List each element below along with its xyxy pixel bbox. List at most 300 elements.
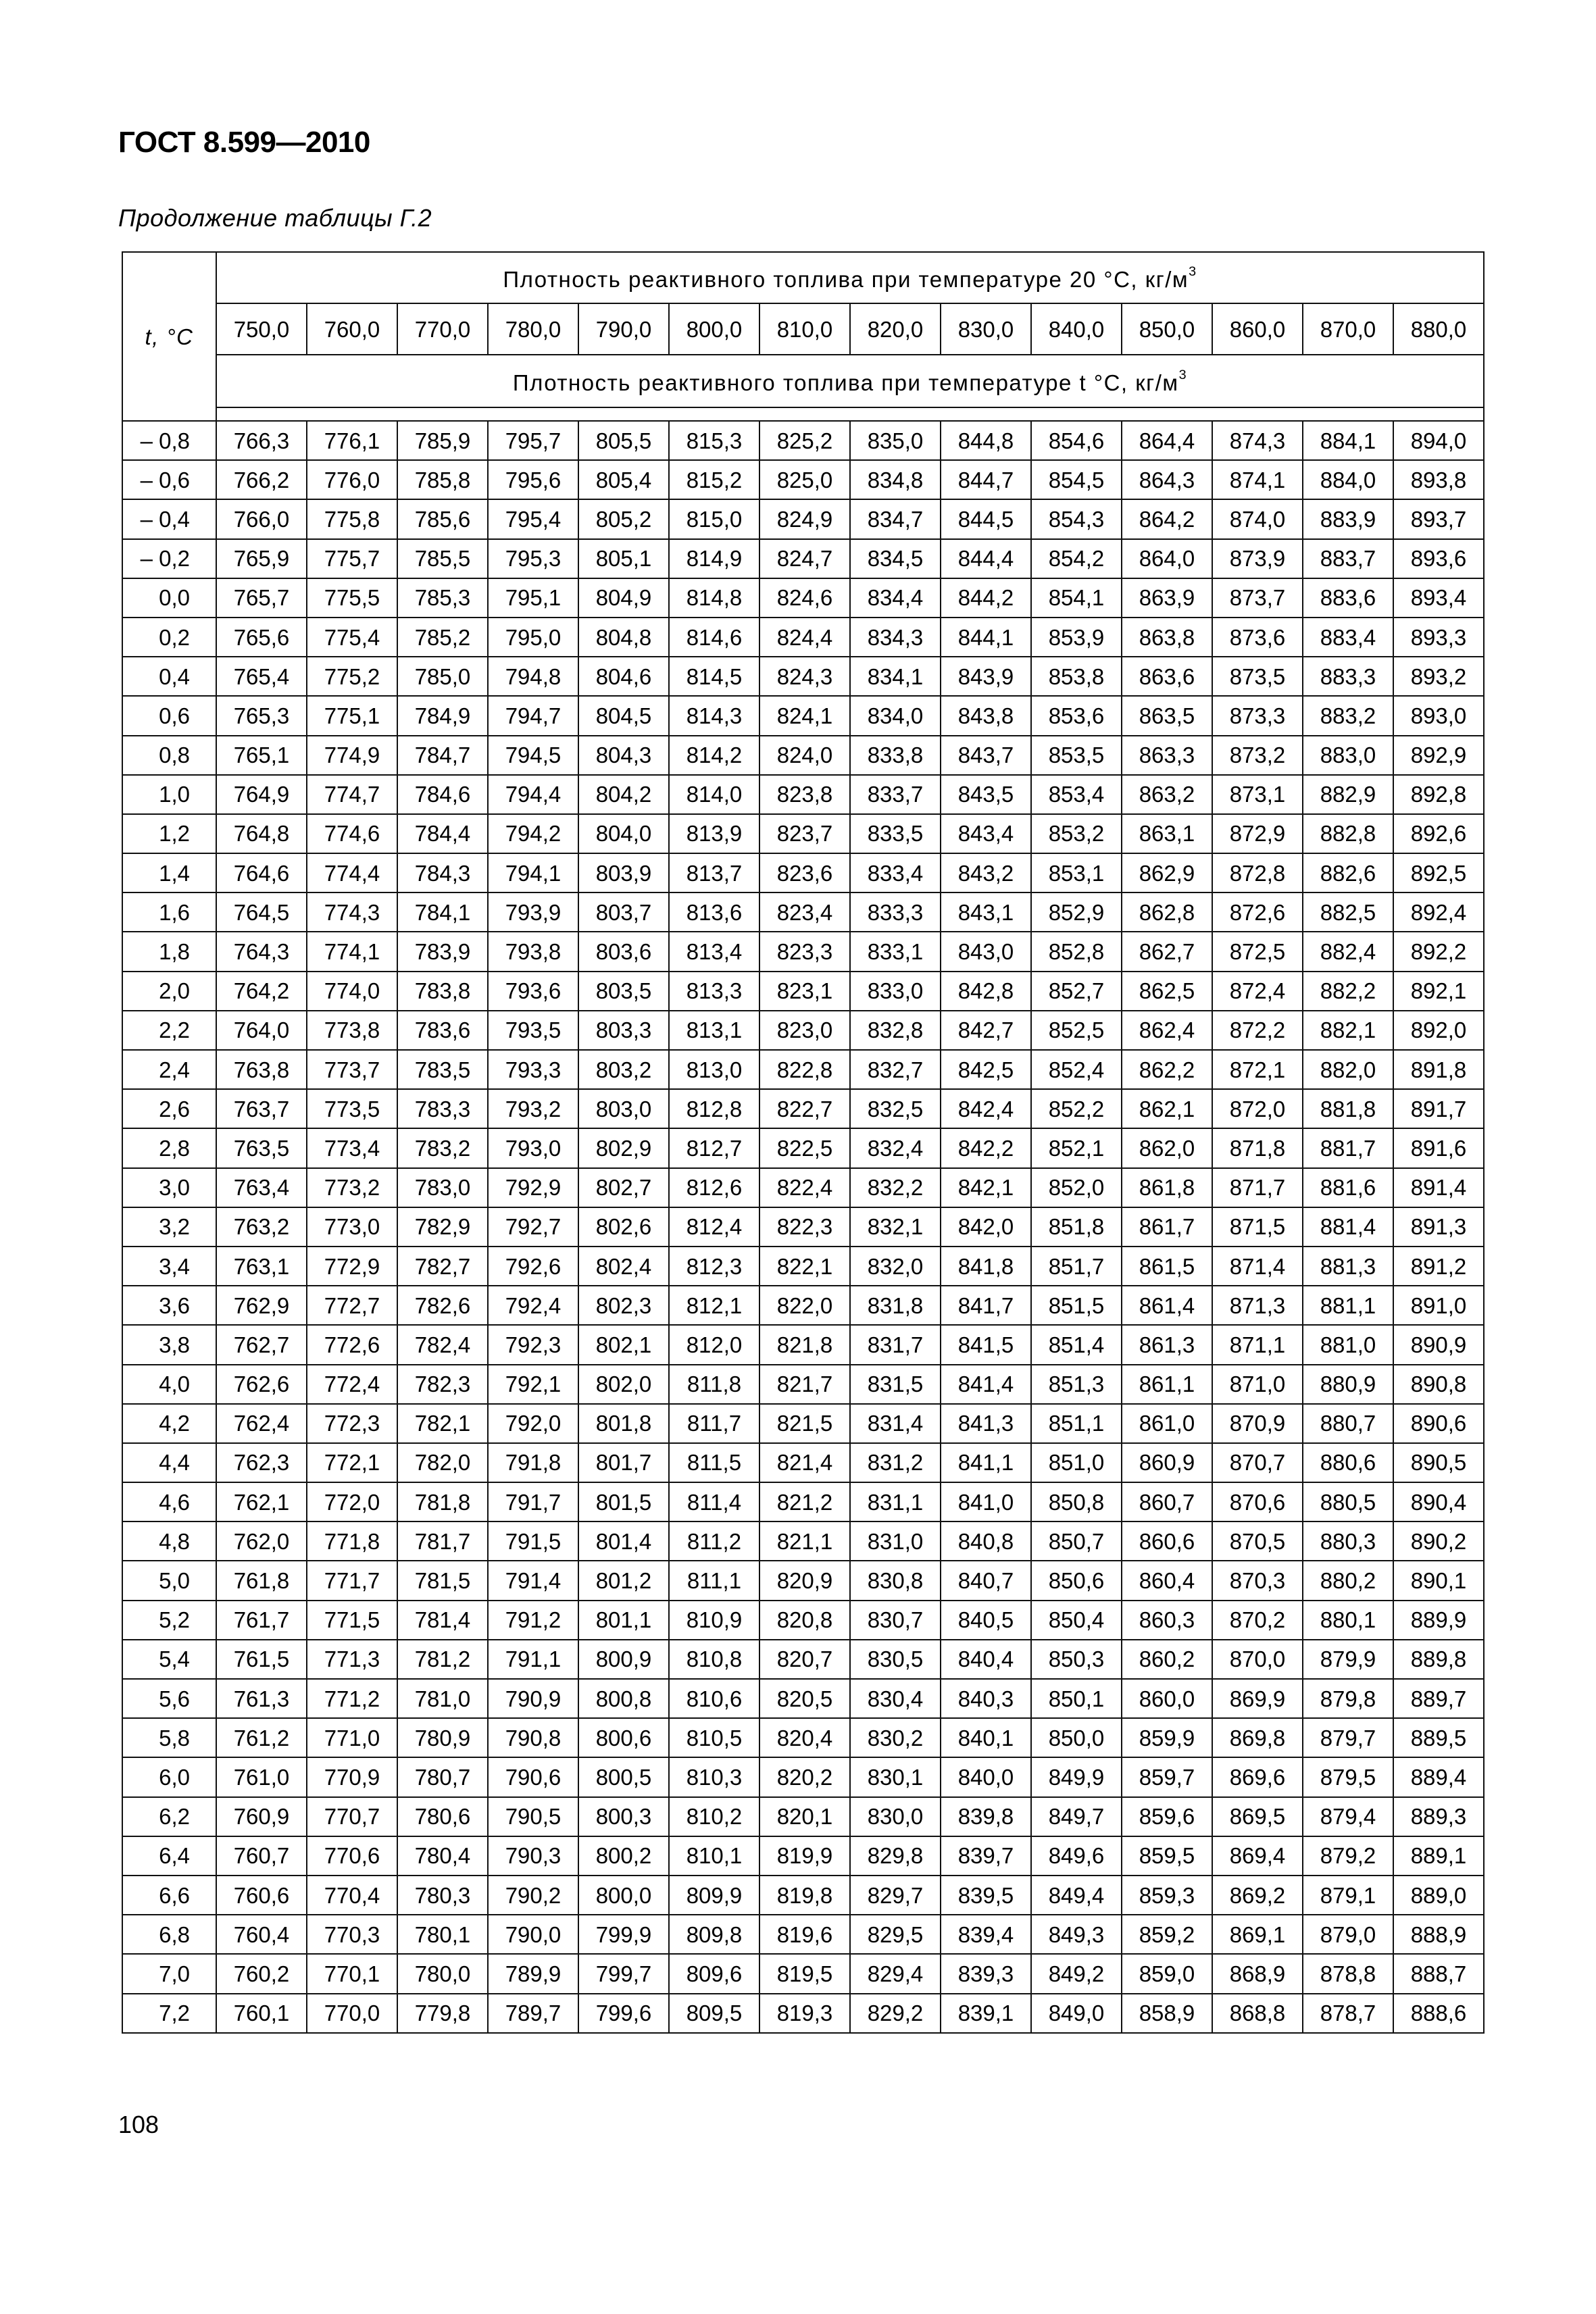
density-cell: 784,7 <box>397 736 488 775</box>
table-row <box>122 1050 1484 1089</box>
density-cell: 864,4 <box>1122 421 1212 460</box>
density-cell: 820,8 <box>759 1601 850 1640</box>
table-row <box>122 1482 1484 1521</box>
density-cell: 852,2 <box>1031 1089 1122 1128</box>
density-cell: 763,5 <box>216 1128 307 1167</box>
density-cell: 764,5 <box>216 892 307 932</box>
density-cell: 860,2 <box>1122 1640 1212 1679</box>
density-cell: 800,6 <box>578 1718 669 1757</box>
density-cell: 881,8 <box>1303 1089 1393 1128</box>
bottom-header-label: Плотность реактивного топлива при температуре t °С, кг/м <box>512 370 1179 395</box>
table-row <box>122 1286 1484 1325</box>
density-cell: 820,5 <box>759 1679 850 1718</box>
density-cell: 843,2 <box>941 853 1031 892</box>
density-cell: 844,8 <box>941 421 1031 460</box>
density-cell: 770,1 <box>307 1954 397 1993</box>
temperature-cell: 6,8 <box>122 1915 216 1954</box>
density-cell: 851,7 <box>1031 1247 1122 1286</box>
density-cell: 770,7 <box>307 1797 397 1836</box>
density-cell: 839,5 <box>941 1876 1031 1915</box>
density-cell: 882,2 <box>1303 972 1393 1011</box>
density-cell: 822,5 <box>759 1128 850 1167</box>
density-cell: 792,7 <box>488 1207 578 1247</box>
density-cell: 772,4 <box>307 1365 397 1404</box>
density-cell: 824,4 <box>759 618 850 657</box>
temperature-cell: 3,0 <box>122 1168 216 1207</box>
density-cell: 780,6 <box>397 1797 488 1836</box>
density-cell: 870,9 <box>1212 1404 1303 1443</box>
density-cell: 773,0 <box>307 1207 397 1247</box>
density-cell: 871,5 <box>1212 1207 1303 1247</box>
density-cell: 873,2 <box>1212 736 1303 775</box>
density-cell: 874,0 <box>1212 499 1303 538</box>
density-cell: 763,7 <box>216 1089 307 1128</box>
density-cell: 775,4 <box>307 618 397 657</box>
density-cell: 839,8 <box>941 1797 1031 1836</box>
density-cell: 870,3 <box>1212 1561 1303 1600</box>
density-cell: 881,6 <box>1303 1168 1393 1207</box>
density-cell: 869,2 <box>1212 1876 1303 1915</box>
density-cell: 792,9 <box>488 1168 578 1207</box>
density-cell: 853,6 <box>1031 696 1122 735</box>
density-cell: 893,3 <box>1393 618 1484 657</box>
density-cell: 791,4 <box>488 1561 578 1600</box>
density-cell: 784,9 <box>397 696 488 735</box>
temperature-cell: – 0,6 <box>122 460 216 499</box>
density-column-header: 760,0 <box>307 303 397 355</box>
density-cell: 852,7 <box>1031 972 1122 1011</box>
density-columns-row <box>122 303 1484 355</box>
density-cell: 851,5 <box>1031 1286 1122 1325</box>
density-cell: 764,0 <box>216 1011 307 1050</box>
density-cell: 830,5 <box>850 1640 941 1679</box>
density-cell: 814,0 <box>669 775 759 814</box>
density-cell: 884,0 <box>1303 460 1393 499</box>
density-cell: 871,7 <box>1212 1168 1303 1207</box>
density-cell: 892,6 <box>1393 814 1484 853</box>
density-cell: 801,1 <box>578 1601 669 1640</box>
density-cell: 763,4 <box>216 1168 307 1207</box>
density-cell: 815,3 <box>669 421 759 460</box>
density-cell: 879,0 <box>1303 1915 1393 1954</box>
density-cell: 863,6 <box>1122 657 1212 696</box>
density-cell: 781,0 <box>397 1679 488 1718</box>
density-cell: 795,0 <box>488 618 578 657</box>
density-cell: 814,6 <box>669 618 759 657</box>
density-cell: 821,5 <box>759 1404 850 1443</box>
density-cell: 858,9 <box>1122 1994 1212 2033</box>
table-row <box>122 1718 1484 1757</box>
density-cell: 771,3 <box>307 1640 397 1679</box>
density-cell: 843,1 <box>941 892 1031 932</box>
density-cell: 841,5 <box>941 1325 1031 1364</box>
temperature-cell: 7,2 <box>122 1994 216 2033</box>
density-cell: 873,5 <box>1212 657 1303 696</box>
density-cell: 844,5 <box>941 499 1031 538</box>
density-cell: 791,5 <box>488 1521 578 1561</box>
density-cell: 849,0 <box>1031 1994 1122 2033</box>
density-cell: 815,2 <box>669 460 759 499</box>
density-cell: 883,7 <box>1303 539 1393 578</box>
density-cell: 873,9 <box>1212 539 1303 578</box>
density-cell: 774,0 <box>307 972 397 1011</box>
density-cell: 764,6 <box>216 853 307 892</box>
density-cell: 852,8 <box>1031 932 1122 971</box>
density-cell: 803,2 <box>578 1050 669 1089</box>
density-cell: 851,1 <box>1031 1404 1122 1443</box>
density-cell: 824,7 <box>759 539 850 578</box>
density-column-header: 830,0 <box>941 303 1031 355</box>
density-cell: 811,1 <box>669 1561 759 1600</box>
density-cell: 783,9 <box>397 932 488 971</box>
density-table <box>122 251 1485 2034</box>
density-cell: 813,6 <box>669 892 759 932</box>
temperature-cell: 5,8 <box>122 1718 216 1757</box>
density-column-header: 770,0 <box>397 303 488 355</box>
temperature-cell: 2,4 <box>122 1050 216 1089</box>
density-cell: 801,4 <box>578 1521 669 1561</box>
density-cell: 760,1 <box>216 1994 307 2033</box>
table-row <box>122 1797 1484 1836</box>
density-cell: 810,8 <box>669 1640 759 1679</box>
density-cell: 862,5 <box>1122 972 1212 1011</box>
density-cell: 803,6 <box>578 932 669 971</box>
table-row <box>122 1757 1484 1796</box>
density-cell: 812,7 <box>669 1128 759 1167</box>
density-cell: 872,2 <box>1212 1011 1303 1050</box>
density-cell: 872,1 <box>1212 1050 1303 1089</box>
density-cell: 765,7 <box>216 578 307 618</box>
density-cell: 782,4 <box>397 1325 488 1364</box>
density-cell: 772,7 <box>307 1286 397 1325</box>
density-cell: 813,0 <box>669 1050 759 1089</box>
density-cell: 872,9 <box>1212 814 1303 853</box>
density-cell: 794,1 <box>488 853 578 892</box>
density-cell: 891,4 <box>1393 1168 1484 1207</box>
density-cell: 843,5 <box>941 775 1031 814</box>
density-cell: 853,4 <box>1031 775 1122 814</box>
density-cell: 762,4 <box>216 1404 307 1443</box>
density-cell: 851,8 <box>1031 1207 1122 1247</box>
density-cell: 785,0 <box>397 657 488 696</box>
temperature-cell: 3,8 <box>122 1325 216 1364</box>
density-cell: 760,7 <box>216 1836 307 1876</box>
density-cell: 874,3 <box>1212 421 1303 460</box>
density-cell: 783,5 <box>397 1050 488 1089</box>
density-cell: 785,8 <box>397 460 488 499</box>
density-cell: 809,6 <box>669 1954 759 1993</box>
density-cell: 880,3 <box>1303 1521 1393 1561</box>
density-cell: 831,4 <box>850 1404 941 1443</box>
density-cell: 842,1 <box>941 1168 1031 1207</box>
density-cell: 781,4 <box>397 1601 488 1640</box>
density-cell: 825,0 <box>759 460 850 499</box>
bottom-header-sup: 3 <box>1178 367 1188 382</box>
density-cell: 810,1 <box>669 1836 759 1876</box>
top-header <box>216 252 1484 303</box>
density-cell: 795,6 <box>488 460 578 499</box>
density-cell: 810,3 <box>669 1757 759 1796</box>
temperature-cell: 4,6 <box>122 1482 216 1521</box>
temperature-cell: 1,4 <box>122 853 216 892</box>
density-cell: 792,3 <box>488 1325 578 1364</box>
density-cell: 832,0 <box>850 1247 941 1286</box>
density-cell: 861,7 <box>1122 1207 1212 1247</box>
density-cell: 800,2 <box>578 1836 669 1876</box>
density-cell: 889,5 <box>1393 1718 1484 1757</box>
density-cell: 793,2 <box>488 1089 578 1128</box>
density-cell: 774,7 <box>307 775 397 814</box>
temperature-cell: 5,6 <box>122 1679 216 1718</box>
density-cell: 862,4 <box>1122 1011 1212 1050</box>
density-cell: 793,9 <box>488 892 578 932</box>
density-cell: 782,1 <box>397 1404 488 1443</box>
density-cell: 780,3 <box>397 1876 488 1915</box>
density-column-header: 790,0 <box>578 303 669 355</box>
density-cell: 799,7 <box>578 1954 669 1993</box>
density-cell: 832,7 <box>850 1050 941 1089</box>
density-cell: 863,8 <box>1122 618 1212 657</box>
density-cell: 842,7 <box>941 1011 1031 1050</box>
density-cell: 761,2 <box>216 1718 307 1757</box>
density-cell: 811,8 <box>669 1365 759 1404</box>
density-cell: 782,6 <box>397 1286 488 1325</box>
table-row <box>122 1915 1484 1954</box>
density-cell: 804,6 <box>578 657 669 696</box>
density-cell: 825,2 <box>759 421 850 460</box>
density-cell: 884,1 <box>1303 421 1393 460</box>
density-cell: 851,3 <box>1031 1365 1122 1404</box>
density-cell: 882,8 <box>1303 814 1393 853</box>
density-cell: 860,9 <box>1122 1443 1212 1482</box>
density-cell: 852,0 <box>1031 1168 1122 1207</box>
density-cell: 862,0 <box>1122 1128 1212 1167</box>
density-cell: 831,8 <box>850 1286 941 1325</box>
density-cell: 889,8 <box>1393 1640 1484 1679</box>
density-cell: 850,6 <box>1031 1561 1122 1600</box>
density-cell: 773,8 <box>307 1011 397 1050</box>
table-row <box>122 853 1484 892</box>
density-cell: 793,6 <box>488 972 578 1011</box>
density-cell: 770,3 <box>307 1915 397 1954</box>
header-gap <box>216 407 1484 421</box>
density-cell: 812,0 <box>669 1325 759 1364</box>
density-cell: 843,9 <box>941 657 1031 696</box>
density-cell: 843,7 <box>941 736 1031 775</box>
density-cell: 871,1 <box>1212 1325 1303 1364</box>
density-cell: 783,6 <box>397 1011 488 1050</box>
table-row <box>122 736 1484 775</box>
density-cell: 765,6 <box>216 618 307 657</box>
density-cell: 870,6 <box>1212 1482 1303 1521</box>
density-cell: 844,4 <box>941 539 1031 578</box>
density-cell: 813,9 <box>669 814 759 853</box>
density-cell: 843,0 <box>941 932 1031 971</box>
page-number: 108 <box>118 2111 159 2138</box>
density-cell: 844,2 <box>941 578 1031 618</box>
density-cell: 822,1 <box>759 1247 850 1286</box>
table-row <box>122 1679 1484 1718</box>
density-cell: 879,2 <box>1303 1836 1393 1876</box>
density-cell: 821,4 <box>759 1443 850 1482</box>
density-column-header: 750,0 <box>216 303 307 355</box>
temperature-cell: 6,6 <box>122 1876 216 1915</box>
density-cell: 831,7 <box>850 1325 941 1364</box>
density-cell: 892,0 <box>1393 1011 1484 1050</box>
density-cell: 782,3 <box>397 1365 488 1404</box>
density-cell: 766,3 <box>216 421 307 460</box>
density-cell: 813,4 <box>669 932 759 971</box>
density-cell: 864,0 <box>1122 539 1212 578</box>
density-cell: 873,1 <box>1212 775 1303 814</box>
density-cell: 833,4 <box>850 853 941 892</box>
table-row <box>122 618 1484 657</box>
density-cell: 772,3 <box>307 1404 397 1443</box>
density-cell: 776,1 <box>307 421 397 460</box>
density-cell: 770,6 <box>307 1836 397 1876</box>
density-cell: 770,9 <box>307 1757 397 1796</box>
density-column-header: 860,0 <box>1212 303 1303 355</box>
density-cell: 760,4 <box>216 1915 307 1954</box>
density-cell: 802,6 <box>578 1207 669 1247</box>
density-cell: 811,4 <box>669 1482 759 1521</box>
temperature-cell: 7,0 <box>122 1954 216 1993</box>
temperature-cell: 1,2 <box>122 814 216 853</box>
density-cell: 829,5 <box>850 1915 941 1954</box>
density-column-header: 820,0 <box>850 303 941 355</box>
density-cell: 809,5 <box>669 1994 759 2033</box>
density-cell: 802,9 <box>578 1128 669 1167</box>
density-cell: 799,9 <box>578 1915 669 1954</box>
density-cell: 820,1 <box>759 1797 850 1836</box>
density-cell: 861,3 <box>1122 1325 1212 1364</box>
density-cell: 854,6 <box>1031 421 1122 460</box>
document-code: ГОСТ 8.599—2010 <box>118 126 370 159</box>
density-cell: 850,1 <box>1031 1679 1122 1718</box>
density-cell: 765,9 <box>216 539 307 578</box>
density-cell: 852,4 <box>1031 1050 1122 1089</box>
density-cell: 812,4 <box>669 1207 759 1247</box>
density-cell: 879,4 <box>1303 1797 1393 1836</box>
density-cell: 880,2 <box>1303 1561 1393 1600</box>
density-cell: 870,2 <box>1212 1601 1303 1640</box>
density-cell: 794,7 <box>488 696 578 735</box>
bottom-header <box>216 355 1484 407</box>
density-cell: 794,8 <box>488 657 578 696</box>
density-cell: 850,4 <box>1031 1601 1122 1640</box>
density-cell: 829,2 <box>850 1994 941 2033</box>
density-cell: 834,5 <box>850 539 941 578</box>
density-cell: 853,9 <box>1031 618 1122 657</box>
density-cell: 850,0 <box>1031 1718 1122 1757</box>
density-cell: 873,7 <box>1212 578 1303 618</box>
density-cell: 832,1 <box>850 1207 941 1247</box>
header-row-top <box>122 252 1484 303</box>
density-cell: 889,1 <box>1393 1836 1484 1876</box>
density-cell: 859,6 <box>1122 1797 1212 1836</box>
density-cell: 880,5 <box>1303 1482 1393 1521</box>
density-cell: 833,8 <box>850 736 941 775</box>
density-cell: 889,0 <box>1393 1876 1484 1915</box>
temperature-cell: – 0,4 <box>122 499 216 538</box>
density-cell: 859,0 <box>1122 1954 1212 1993</box>
density-cell: 762,6 <box>216 1365 307 1404</box>
density-cell: 880,1 <box>1303 1601 1393 1640</box>
density-cell: 880,7 <box>1303 1404 1393 1443</box>
density-cell: 892,4 <box>1393 892 1484 932</box>
density-cell: 785,2 <box>397 618 488 657</box>
density-cell: 830,7 <box>850 1601 941 1640</box>
density-cell: 860,3 <box>1122 1601 1212 1640</box>
density-cell: 803,7 <box>578 892 669 932</box>
table-row <box>122 814 1484 853</box>
density-cell: 871,4 <box>1212 1247 1303 1286</box>
density-cell: 870,0 <box>1212 1640 1303 1679</box>
density-cell: 809,9 <box>669 1876 759 1915</box>
density-cell: 835,0 <box>850 421 941 460</box>
density-cell: 814,5 <box>669 657 759 696</box>
density-cell: 882,0 <box>1303 1050 1393 1089</box>
density-cell: 880,9 <box>1303 1365 1393 1404</box>
density-cell: 762,7 <box>216 1325 307 1364</box>
density-cell: 810,6 <box>669 1679 759 1718</box>
density-cell: 832,8 <box>850 1011 941 1050</box>
table-row <box>122 696 1484 735</box>
table-row <box>122 1561 1484 1600</box>
density-cell: 814,8 <box>669 578 759 618</box>
density-cell: 830,4 <box>850 1679 941 1718</box>
density-cell: 821,2 <box>759 1482 850 1521</box>
density-cell: 771,7 <box>307 1561 397 1600</box>
density-cell: 813,3 <box>669 972 759 1011</box>
density-cell: 829,8 <box>850 1836 941 1876</box>
density-cell: 831,5 <box>850 1365 941 1404</box>
density-cell: 841,4 <box>941 1365 1031 1404</box>
density-cell: 849,3 <box>1031 1915 1122 1954</box>
density-cell: 782,7 <box>397 1247 488 1286</box>
density-cell: 775,2 <box>307 657 397 696</box>
density-cell: 832,4 <box>850 1128 941 1167</box>
density-cell: 872,8 <box>1212 853 1303 892</box>
density-column-header: 840,0 <box>1031 303 1122 355</box>
density-cell: 773,5 <box>307 1089 397 1128</box>
density-cell: 869,4 <box>1212 1836 1303 1876</box>
density-cell: 842,4 <box>941 1089 1031 1128</box>
temperature-cell: 5,4 <box>122 1640 216 1679</box>
density-cell: 862,2 <box>1122 1050 1212 1089</box>
temperature-cell: 1,0 <box>122 775 216 814</box>
density-cell: 812,3 <box>669 1247 759 1286</box>
density-cell: 871,8 <box>1212 1128 1303 1167</box>
density-cell: 849,2 <box>1031 1954 1122 1993</box>
density-cell: 793,8 <box>488 932 578 971</box>
table-row <box>122 892 1484 932</box>
table-row <box>122 539 1484 578</box>
density-cell: 853,5 <box>1031 736 1122 775</box>
density-cell: 861,4 <box>1122 1286 1212 1325</box>
density-cell: 849,9 <box>1031 1757 1122 1796</box>
density-cell: 841,8 <box>941 1247 1031 1286</box>
density-cell: 840,5 <box>941 1601 1031 1640</box>
table-row <box>122 460 1484 499</box>
density-cell: 880,6 <box>1303 1443 1393 1482</box>
density-cell: 783,3 <box>397 1089 488 1128</box>
density-cell: 892,8 <box>1393 775 1484 814</box>
density-cell: 878,7 <box>1303 1994 1393 2033</box>
density-cell: 804,9 <box>578 578 669 618</box>
density-cell: 849,4 <box>1031 1876 1122 1915</box>
density-cell: 840,0 <box>941 1757 1031 1796</box>
